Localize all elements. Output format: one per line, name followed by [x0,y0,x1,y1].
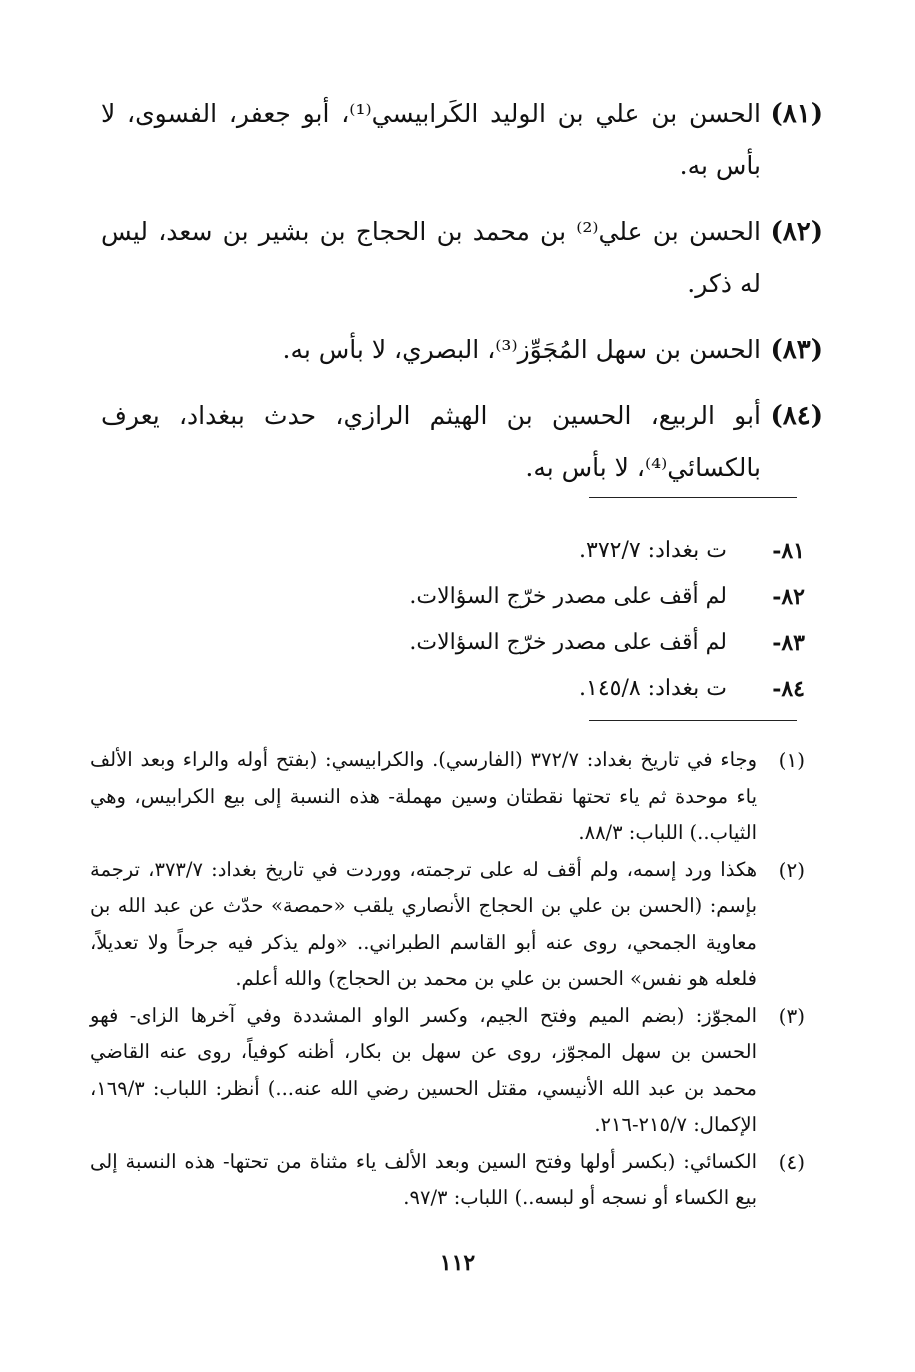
source-text: لم أقف على مصدر خرّج السؤالات. [409,584,727,609]
source-row [115,574,805,620]
footnote-number: (٢) [778,857,805,882]
entry-81 [101,88,823,192]
divider-sources [589,497,797,498]
footnotes [90,742,805,1217]
entry-number: (٨٣) [770,335,823,365]
page-number: ١١٢ [439,1250,476,1276]
footnote-3 [90,998,805,1144]
footnote-number: (١) [778,748,805,772]
source-number: ٨٣- [772,630,805,656]
footnote-2 [90,852,805,998]
entry-82 [101,206,823,310]
entry-text: الحسن بن علي⁽²⁾ بن محمد بن الحجاج بن بشير بن سعد، ليس له ذكر. [101,217,761,298]
footnote-number: (٣) [778,1003,805,1028]
source-number: ٨١- [772,538,805,564]
footnote-1 [90,742,805,852]
entry-number: (٨١) [770,99,823,129]
source-text: ت بغداد: ١٤٥/٨. [579,676,727,701]
source-row [115,620,805,666]
source-number: ٨٢- [772,584,805,610]
source-text: لم أقف على مصدر خرّج السؤالات. [409,630,727,655]
footnote-number: (٤) [778,1149,805,1174]
entry-text: الحسن بن علي بن الوليد الكَرابيسي⁽¹⁾، أبو جعفر، الفسوى، لا بأس به. [101,99,761,180]
entry-number: (٨٤) [770,401,823,431]
divider-footnotes [589,720,797,721]
footnote-text: المجوّز: (بضم الميم وفتح الجيم، وكسر الواو المشددة وفي آخرها الزاى- فهو الحسن بن سهل المجوّز، روى عن سهل بن بكار، أظنه كوفياً، روى عنه القاضي محمد بن عبد الله الأنيسي، مقتل الحسين رضي الله عنه...) أنظر: اللباب: ١٦٩/٣، الإكمال: ٢١٥/٧-٢١٦. [90,1003,757,1136]
footnote-text: وجاء في تاريخ بغداد: ٣٧٢/٧ (الفارسي). والكرابيسي: (بفتح أوله والراء وبعد الألف ياء موحدة ثم ياء تحتها نقطتان وسين مهملة- هذه النسبة إلى بيع الكرابيس، وهي الثياب..) اللباب: ٨٨/٣. [90,748,757,844]
narrator-entries [101,88,823,508]
entry-84 [101,390,823,494]
entry-83 [101,324,823,376]
entry-text: أبو الربيع، الحسين بن الهيثم الرازي، حدث ببغداد، يعرف بالكسائي⁽⁴⁾، لا بأس به. [101,401,761,482]
source-number: ٨٤- [772,676,805,702]
entry-number: (٨٢) [770,217,823,247]
footnote-4 [90,1144,805,1217]
source-text: ت بغداد: ٣٧٢/٧. [579,538,727,563]
footnote-text: الكسائي: (بكسر أولها وفتح السين وبعد الألف ياء مثناة من تحتها- هذه النسبة إلى بيع الكساء أو نسجه أو لبسه..) اللباب: ٩٧/٣. [90,1149,757,1209]
footnote-text: هكذا ورد إسمه، ولم أقف له على ترجمته، ووردت في تاريخ بغداد: ٣٧٣/٧، ترجمة بإسم: (الحسن بن علي بن الحجاج الأنصاري يلقب «حمصة» حدّث عن عبد الله بن معاوية الجمحي، روى عنه أبو القاسم الطبراني.. «ولم يذكر فيه جرحاً ولا تعديلاً، فلعله هو نفس» الحسن بن علي بن محمد بن الحجاج) والله أعلم. [90,857,758,990]
source-row [115,528,805,574]
source-row [115,666,805,712]
entry-text: الحسن بن سهل المُجَوِّز⁽³⁾، البصري، لا بأس به. [282,335,761,364]
source-references [115,528,805,712]
